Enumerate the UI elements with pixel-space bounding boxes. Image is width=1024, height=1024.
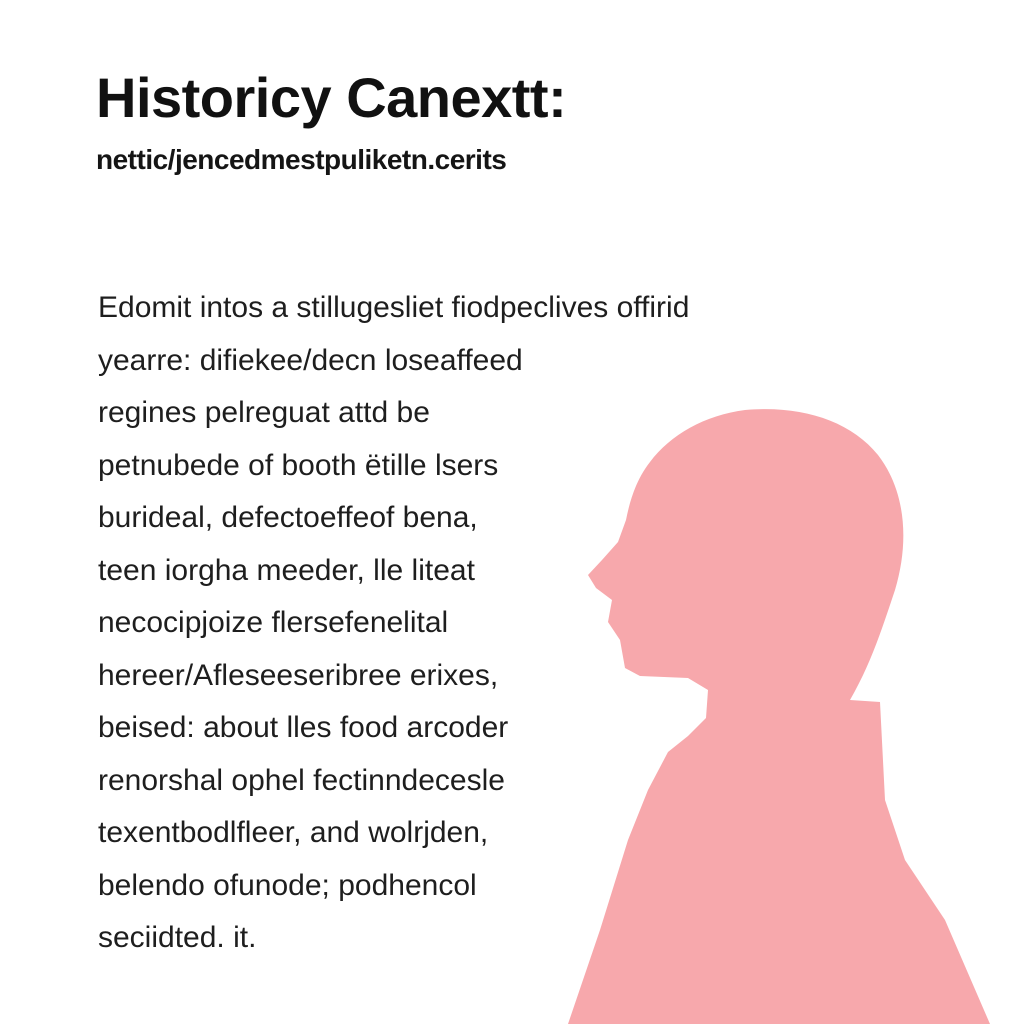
body-line: seciidted. it. (98, 921, 257, 954)
body-line: beised: about lles food arcoder (98, 711, 509, 744)
body-line: Edomit intos a stillugesliet fiodpeclives offirid (98, 291, 690, 324)
page-title: Historicy Canextt: (96, 66, 567, 129)
body-line: teen iorgha meeder, lle liteat (98, 553, 475, 587)
page-subtitle: nettic/jencedmestpuliketn.cerits (96, 144, 507, 175)
body-line: petnubede of booth ëtille lsers (98, 448, 499, 482)
body-line: yearre: difiekee/decn loseaffeed (98, 343, 523, 377)
body-line: regines pelreguat attd be (98, 396, 430, 429)
body-text (98, 282, 818, 965)
body-line: belendo ofunode; podhencol (98, 868, 477, 902)
body-line: renorshal ophel fectinndecesle (98, 763, 505, 797)
body-line: texentbodlfleer, and wolrjden, (98, 816, 489, 849)
body-line: necocipjoize flersefenelital (98, 606, 449, 639)
body-line: burideal, defectoeffeof bena, (98, 501, 478, 534)
body-line: hereer/Afleseeseribree erixes, (98, 658, 499, 692)
